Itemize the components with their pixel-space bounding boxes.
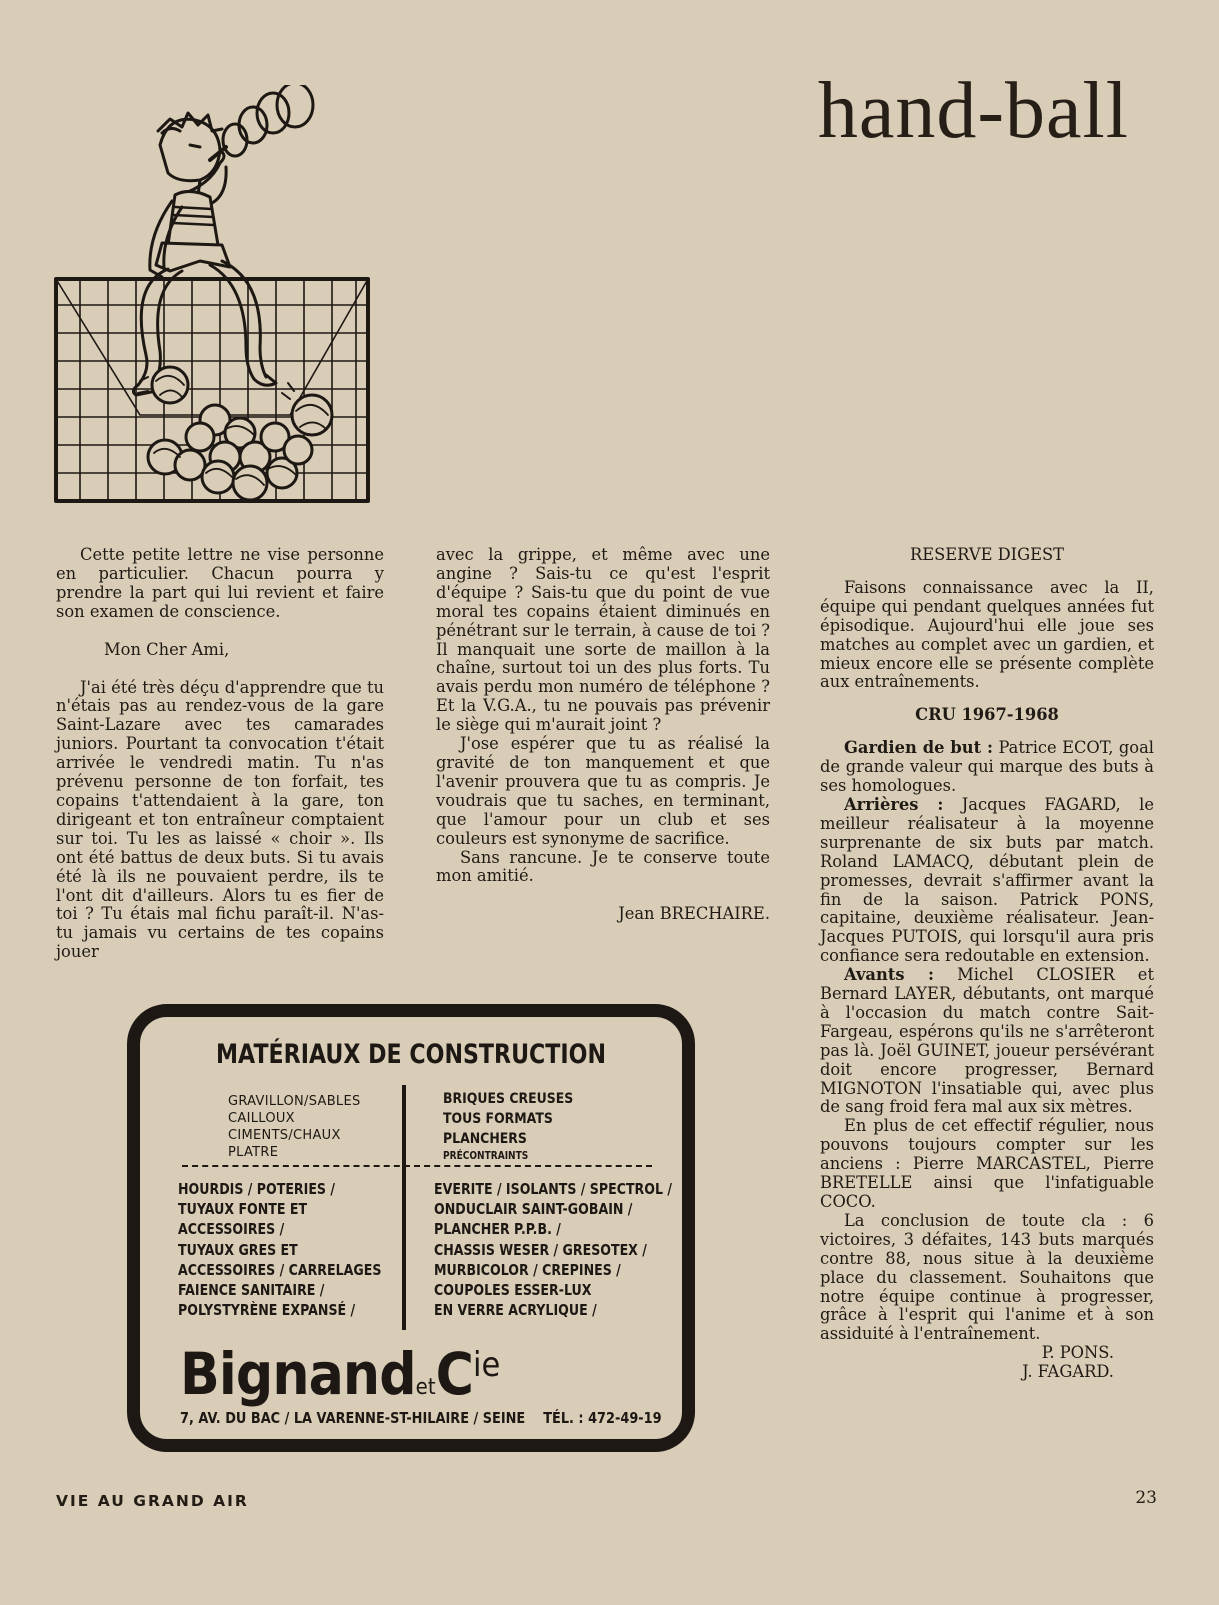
salutation: Mon Cher Ami,	[104, 639, 230, 659]
ad-divider-dashed	[182, 1165, 652, 1167]
signature-fagard: J. FAGARD.	[1022, 1362, 1114, 1382]
ad-address: 7, AV. DU BAC / LA VARENNE-ST-HILAIRE / SEINE	[180, 1409, 526, 1427]
goalkeeper-illustration-icon	[50, 85, 390, 525]
publication-name: VIE AU GRAND AIR	[56, 1492, 249, 1510]
conclusion-paragraph: La conclusion de toute cla : 6 victoires, 3 défaites, 143 buts marqués contre 88, nous situe à la deuxième place du classement. Souhaitons que notre équipe continue à progresser, grâce à l'esprit qui l'anime et à son assiduité à l'entraînement.	[820, 1210, 1154, 1344]
ad-title: MATÉRIAUX DE CONSTRUCTION	[215, 1039, 606, 1070]
section-subheading: CRU 1967-1968	[915, 705, 1059, 725]
list-item: FAIENCE SANITAIRE /	[178, 1281, 325, 1300]
forwards-text: Michel CLOSIER et Bernard LAYER, débutants, ont marqué à l'occasion du match contre Sait-Fargeau, espérons qu'ils ne s'arrêteront pas là. Joël GUINET, joueur persévérant doit encore progresser, Bernard MIGNOTON l'insatiable qui, avec plus de sang froid fera mal aux six mètres.	[820, 965, 1154, 1117]
intro-paragraph: Faisons connaissance avec la II, équipe qui pendant quelques années fut épisodique. Aujourd'hui elle joue ses matches au complet avec un gardien, et mieux encore elle se présente complète aux entraînements.	[820, 577, 1154, 692]
list-item: PLANCHERS	[443, 1131, 527, 1147]
letter-body-paragraph: J'ai été très déçu d'apprendre que tu n'étais pas au rendez-vous de la gare Saint-Lazare avec tes camarades juniors. Pourtant ta convocation t'était arrivée le vendredi matin. Tu n'as prévenu personne de ton forfait, tes copains t'attendaient à la gare, ton dirigeant et ton entraîneur comptaient sur toi. Tu les as laissé « choir ». Ils ont été battus de deux buts. Si tu avais été là ils ne pouvaient perdre, ils te l'ont dit d'ailleurs. Alors tu es fier de toi ? Tu étais mal fichu paraît-il. N'as-tu jamais vu certains de tes copains jouer	[56, 677, 384, 962]
list-item: ONDUCLAIR SAINT-GOBAIN /	[434, 1200, 633, 1219]
forwards-paragraph	[820, 966, 1154, 1117]
ad-list-bottom-left	[178, 1179, 381, 1320]
list-item: CIMENTS/CHAUX	[228, 1128, 341, 1143]
ad-list-top-right	[443, 1089, 573, 1163]
ad-phone: TÉL. : 472-49-19	[543, 1409, 662, 1427]
ad-list-top-left	[228, 1093, 361, 1161]
backs-label: Arrières :	[844, 794, 944, 814]
goalkeeper-text: Patrice ECOT, goal de grande valeur qui marque des buts à ses homologues.	[820, 738, 1154, 796]
letter-paragraph-closing: Sans rancune. Je te conserve toute mon amitié.	[436, 847, 770, 886]
list-item: EVERITE / ISOLANTS / SPECTROL /	[434, 1180, 672, 1198]
letter-column-2	[436, 546, 770, 924]
page-number: 23	[1135, 1488, 1157, 1508]
brand-name: Bignand	[180, 1340, 416, 1408]
page-title: hand-ball	[817, 67, 1129, 155]
list-item: GRAVILLON/SABLES	[228, 1094, 361, 1109]
list-item: POLYSTYRÈNE EXPANSÉ /	[178, 1301, 356, 1320]
goalkeeper-paragraph	[820, 739, 1154, 796]
letter-paragraph-hope: J'ose espérer que tu as réalisé la gravité de ton manquement et que l'avenir prouvera que tu as compris. Je voudrais que tu saches, en terminant, que l'amour pour un club et ses couleurs est synonyme de sacrifice.	[436, 734, 770, 848]
list-item: PRÉCONTRAINTS	[443, 1150, 529, 1162]
intro-paragraph: Cette petite lettre ne vise personne en particulier. Chacun pourra y prendre la part qui lui revient et faire son examen de conscience.	[56, 545, 384, 621]
brand-et: et	[415, 1375, 436, 1400]
list-item: HOURDIS / POTERIES /	[178, 1180, 336, 1198]
list-item: TUYAUX FONTE ET	[178, 1200, 308, 1219]
list-item: BRIQUES CREUSES	[443, 1091, 574, 1107]
signature-pons: P. PONS.	[1041, 1343, 1114, 1363]
advertisement-box	[127, 1004, 695, 1452]
brand-cie-superscript: ie	[473, 1345, 501, 1385]
ad-divider-vertical	[402, 1085, 406, 1330]
list-item: ACCESSOIRES / CARRELAGES	[178, 1260, 382, 1279]
brand-cie: C	[435, 1340, 474, 1408]
backs-text: Jacques FAGARD, le meilleur réalisateur à la moyenne surprenante de six buts par match. Roland LAMACQ, débutant plein de promesses, devrait s'affirmer avant la fin de la saison. Patrick PONS, capitaine, deuxième réalisateur. Jean-Jacques PUTOIS, qui lorsqu'il aura pris confiance sera redoutable en extension.	[820, 794, 1154, 966]
section-heading: RESERVE DIGEST	[909, 545, 1065, 564]
backs-paragraph	[820, 796, 1154, 966]
ad-list-bottom-right	[434, 1179, 672, 1320]
list-item: COUPOLES ESSER-LUX	[434, 1281, 592, 1300]
letter-column-1	[56, 546, 384, 962]
list-item: PLATRE	[228, 1145, 279, 1160]
goalkeeper-label: Gardien de but :	[844, 738, 994, 758]
ad-brand-logo	[180, 1335, 500, 1418]
letter-signature: Jean BRECHAIRE.	[618, 904, 770, 924]
list-item: CHASSIS WESER / GRESOTEX /	[434, 1240, 647, 1259]
list-item: CAILLOUX	[228, 1111, 295, 1126]
list-item: PLANCHER P.P.B. /	[434, 1220, 561, 1239]
veterans-paragraph: En plus de cet effectif régulier, nous pouvons toujours compter sur les anciens : Pierre MARCASTEL, Pierre BRETELLE ainsi que l'infatiguable COCO.	[820, 1116, 1154, 1211]
list-item: EN VERRE ACRYLIQUE /	[434, 1301, 597, 1320]
list-item: TUYAUX GRES ET	[178, 1240, 298, 1259]
list-item: MURBICOLOR / CREPINES /	[434, 1260, 621, 1279]
list-item: ACCESSOIRES /	[178, 1220, 285, 1239]
list-item: TOUS FORMATS	[443, 1111, 553, 1127]
letter-continuation-paragraph: avec la grippe, et même avec une angine ? Sais-tu ce qu'est l'esprit d'équipe ? Sais-tu que du point de vue moral tes copains étaient diminués en pénétrant sur le terrain, à cause de toi ? Il manquait une sorte de maillon à la chaîne, surtout toi un des plus forts. Tu avais perdu mon numéro de téléphone ? Et la V.G.A., tu ne pouvais pas prévenir le siège qui m'aurait joint ?	[436, 545, 770, 735]
reserve-digest-column	[820, 546, 1154, 1382]
ad-address-line	[180, 1409, 662, 1427]
forwards-label: Avants :	[844, 965, 935, 985]
